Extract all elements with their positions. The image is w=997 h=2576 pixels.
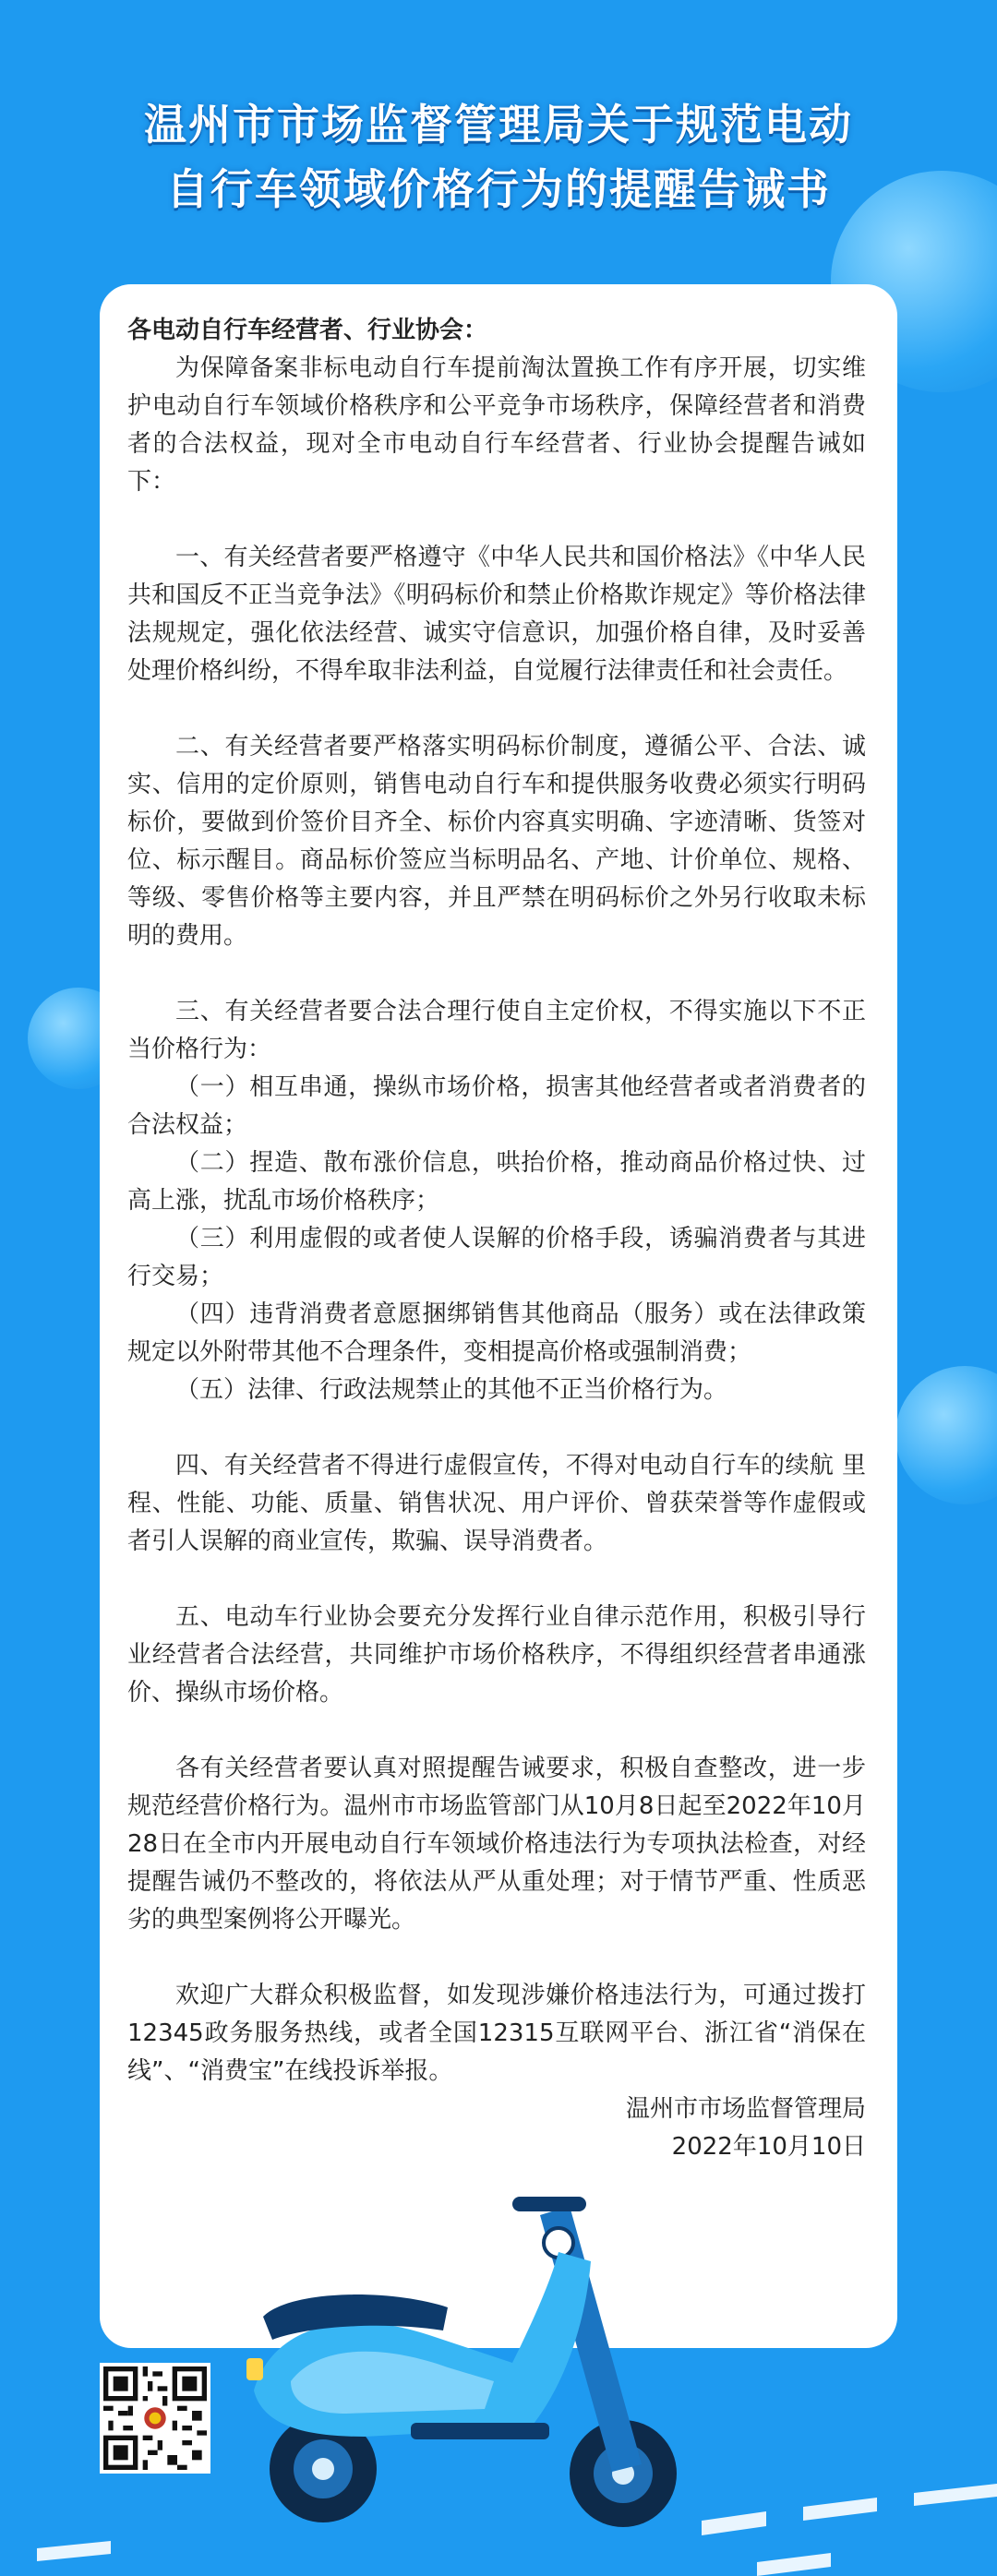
signature: 温州市市场监督管理局 xyxy=(625,2095,866,2123)
page-title xyxy=(0,92,997,222)
closing-paragraph: 各有关经营者要认真对照提醒告诫要求，积极自查整改，进一步规范经营价格行为。温州市市场监管部门从10月8日起至2022年10月28日在全市内开展电动自行车领域价格违法行为专项执法检查，对经提醒告诫仍不整改的，将依法从严从重处理；对于情节严重、性质恶劣的典型案例将公开曝光。 xyxy=(127,1755,866,1934)
item-3: 三、有关经营者要合法合理行使自主定价权，不得实施以下不正当价格行为： xyxy=(127,998,866,1063)
intro-paragraph: 为保障备案非标电动自行车提前淘汰置换工作有序开展，切实维护电动自行车领域价格秩序和公平竞争市场秩序，保障经营者和消费者的合法权益，现对全市电动自行车经营者、行业协会提醒告诫如下： xyxy=(127,354,866,496)
title-line-2: 自行车领域价格行为的提醒告诫书 xyxy=(166,164,831,214)
qr-code-icon[interactable] xyxy=(100,2363,210,2474)
item-4: 四、有关经营者不得进行虚假宣传，不得对电动自行车的续航 里程、性能、功能、质量、销售状况、用户评价、曾获荣誉等作虚假或者引人误解的商业宣传，欺骗、误导消费者。 xyxy=(127,1452,866,1555)
item-3-sub-5: （五）法律、行政法规禁止的其他不正当价格行为。 xyxy=(175,1376,728,1404)
title-line-1: 温州市市场监督管理局关于规范电动 xyxy=(144,100,853,150)
item-3-sub-2: （二）捏造、散布涨价信息，哄抬价格，推动商品价格过快、过高上涨，扰乱市场价格秩序； xyxy=(127,1149,866,1215)
item-5: 五、电动车行业协会要充分发挥行业自律示范作用，积极引导行业经营者合法经营，共同维护市场价格秩序，不得组织经营者串通涨价、操纵市场价格。 xyxy=(127,1603,866,1707)
item-2: 二、有关经营者要严格落实明码标价制度，遵循公平、合法、诚实、信用的定价原则，销售电动自行车和提供服务收费必须实行明码标价，要做到价签价目齐全、标价内容真实明确、字迹清晰、货签对位、标示醒目。商品标价签应当标明品名、产地、计价单位、规格、等级、零售价格等主要内容，并且严禁在明码标价之外另行收取未标明的费用。 xyxy=(127,733,866,950)
decor-circle-right xyxy=(895,1366,997,1504)
item-3-sub-3: （三）利用虚假的或者使人误解的价格手段，诱骗消费者与其进行交易； xyxy=(127,1225,866,1290)
date: 2022年10月10日 xyxy=(671,2133,866,2161)
item-3-sub-4: （四）违背消费者意愿捆绑销售其他商品（服务）或在法律政策规定以外附带其他不合理条件，变相提高价格或强制消费； xyxy=(127,1300,866,1366)
letter-body xyxy=(127,312,866,2166)
letter-card xyxy=(100,284,897,2348)
item-3-sub-1: （一）相互串通，操纵市场价格，损害其他经营者或者消费者的合法权益； xyxy=(127,1073,866,1139)
appeal-paragraph: 欢迎广大群众积极监督，如发现涉嫌价格违法行为，可通过拨打12345政务服务热线，或者全国12315互联网平台、浙江省“消保在线”、“消费宝”在线投诉举报。 xyxy=(127,1982,866,2085)
salutation: 各电动自行车经营者、行业协会： xyxy=(127,317,488,344)
item-1: 一、有关经营者要严格遵守《中华人民共和国价格法》《中华人民共和国反不正当竞争法》《明码标价和禁止价格欺诈规定》等价格法律法规规定，强化依法经营、诚实守信意识，加强价格自律，及时妥善处理价格纠纷，不得牟取非法利益，自觉履行法律责任和社会责任。 xyxy=(127,544,866,685)
scooter-illustration xyxy=(235,2160,715,2547)
